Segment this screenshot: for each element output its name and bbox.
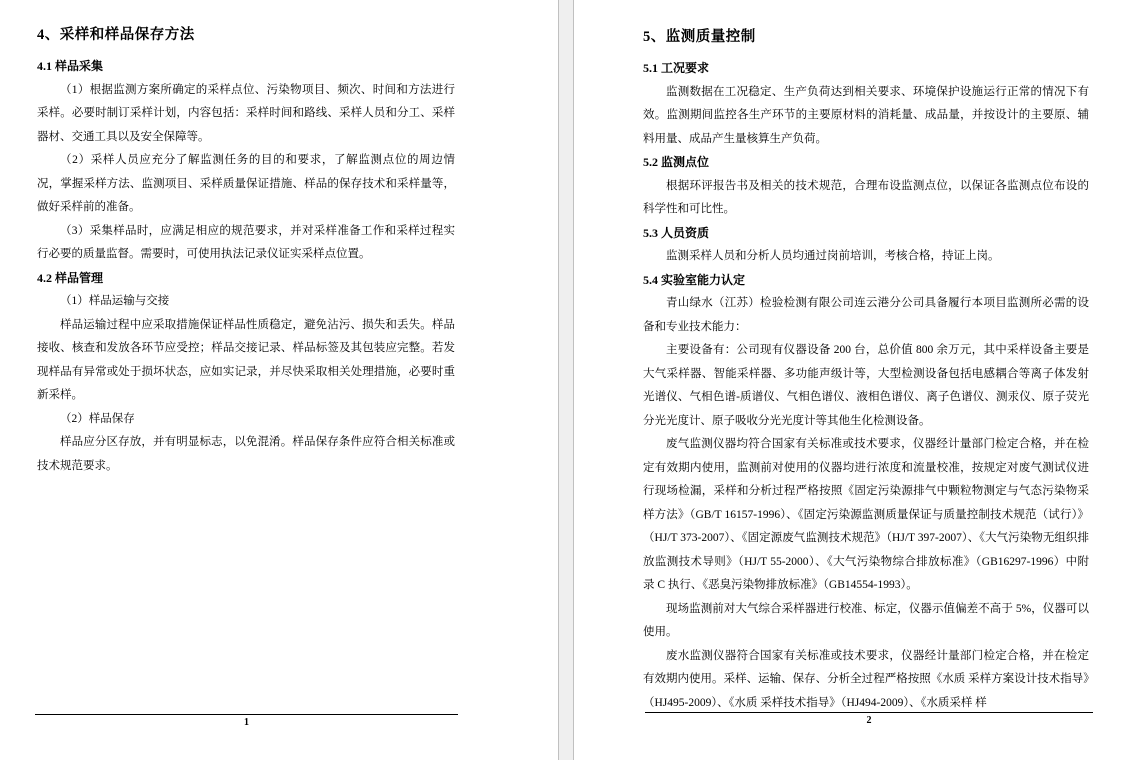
paragraph: （3）采集样品时，应满足相应的规范要求，并对采样准备工作和采样过程实行必要的质量监督。需要时，可使用执法记录仪证实采样点位置。 bbox=[37, 224, 455, 260]
page-2 bbox=[574, 0, 1125, 760]
paragraph: 监测数据在工况稳定、生产负荷达到相关要求、环境保护设施运行正常的情况下有效。监测期间监控各生产环节的主要原材料的消耗量、成品量，并按设计的主要原、辅料用量、成品产生量核算生产负荷。 bbox=[643, 85, 1089, 145]
paragraph: 样品应分区存放，并有明显标志，以免混淆。样品保存条件应符合相关标准或技术规范要求。 bbox=[37, 436, 455, 472]
page-2-content bbox=[574, 0, 1089, 715]
section-heading: 5.3 人员资质 bbox=[643, 225, 710, 240]
page-2-blocks bbox=[643, 57, 1089, 715]
section-heading: 4.1 样品采集 bbox=[37, 59, 104, 73]
page-1-content bbox=[0, 0, 455, 478]
paragraph: （2）采样人员应充分了解监测任务的目的和要求，了解监测点位的周边情况，掌握采样方法、监测项目、采样质量保证措施、样品的保存技术和采样量等，做好采样前的准备。 bbox=[37, 154, 455, 213]
paragraph: （1）样品运输与交接 bbox=[60, 295, 170, 307]
section-heading: 5.4 实验室能力认定 bbox=[643, 272, 746, 287]
paragraph: 监测采样人员和分析人员均通过岗前培训，考核合格，持证上岗。 bbox=[666, 250, 1000, 262]
paragraph: 废水监测仪器符合国家有关标准或技术要求，仪器经计量部门检定合格，并在检定有效期内使用。采样、运输、保存、分析全过程严格按照《水质 采样方案设计技术指导》（HJ495-2009）、《水质 采样技术指导》（HJ494-2009）、《水质采样 样 bbox=[643, 649, 1089, 709]
paragraph: （2）样品保存 bbox=[60, 412, 135, 425]
section-heading: 5.1 工况要求 bbox=[643, 61, 710, 75]
page-2-footer bbox=[645, 712, 1093, 727]
footer-rule bbox=[35, 714, 458, 715]
paragraph: 青山绿水（江苏）检验检测有限公司连云港分公司具备履行本项目监测所必需的设备和专业技术能力： bbox=[643, 297, 1089, 333]
page-1-blocks bbox=[37, 55, 455, 478]
chapter-heading-quality-control: 5、监测质量控制 bbox=[643, 29, 756, 45]
page-1-footer bbox=[35, 714, 458, 729]
chapter-heading-sampling: 4、采样和样品保存方法 bbox=[37, 27, 195, 43]
page-number: 2 bbox=[866, 715, 872, 726]
paragraph: 主要设备有：公司现有仪器设备 200 台，总价值 800 余万元，其中采样设备主要是大气采样器、智能采样器、多功能声级计等，大型检测设备包括电感耦合等离子体发射光谱仪、气相色谱-质谱仪、气相色谱仪、液相色谱仪、离子色谱仪、测汞仪、原子荧光分光光度计、原子吸收分光光度计等其他生化检测设备。 bbox=[643, 344, 1089, 427]
page-gutter-divider bbox=[558, 0, 574, 760]
section-heading: 4.2 样品管理 bbox=[37, 270, 104, 285]
paragraph: 样品运输过程中应采取措施保证样品性质稳定，避免沾污、损失和丢失。样品接收、核查和发放各环节应受控；样品交接记录、样品标签及其包装应完整。若发现样品有异常或处于损坏状态，应如实记录，并尽快采取相关处理措施，必要时重新采样。 bbox=[37, 318, 455, 401]
section-heading: 5.2 监测点位 bbox=[643, 155, 710, 169]
paragraph: （1）根据监测方案所确定的采样点位、污染物项目、频次、时间和方法进行采样。必要时制订采样计划，内容包括：采样时间和路线、采样人员和分工、采样器材、交通工具以及安全保障等。 bbox=[37, 83, 455, 143]
footer-rule bbox=[645, 712, 1093, 713]
page-1 bbox=[0, 0, 558, 760]
paragraph: 根据环评报告书及相关的技术规范，合理布设监测点位，以保证各监测点位布设的科学性和可比性。 bbox=[643, 179, 1089, 215]
paragraph: 现场监测前对大气综合采样器进行校准、标定，仪器示值偏差不高于 5%，仪器可以使用。 bbox=[643, 602, 1089, 638]
paragraph: 废气监测仪器均符合国家有关标准或技术要求，仪器经计量部门检定合格，并在检定有效期内使用，监测前对使用的仪器均进行浓度和流量校准，按规定对废气测试仪进行现场检漏，采样和分析过程严格按照《固定污染源排气中颗粒物测定与气态污染物采样方法》（GB/T 16157-1996）、《固定污染源监测质量保证与质量控制技术规范（试行）》（HJ/T 373-2007）、《固定源废气监测技术规范》（HJ/T 397-2007）、《大气污染物无组织排放监测技术导则》（HJ/T 55-2000）、《大气污染物综合排放标准》（GB16297-1996）中附录 C 执行、《恶臭污染物排放标准》（GB14554-1993）。 bbox=[643, 438, 1089, 591]
page-number: 1 bbox=[244, 717, 249, 728]
